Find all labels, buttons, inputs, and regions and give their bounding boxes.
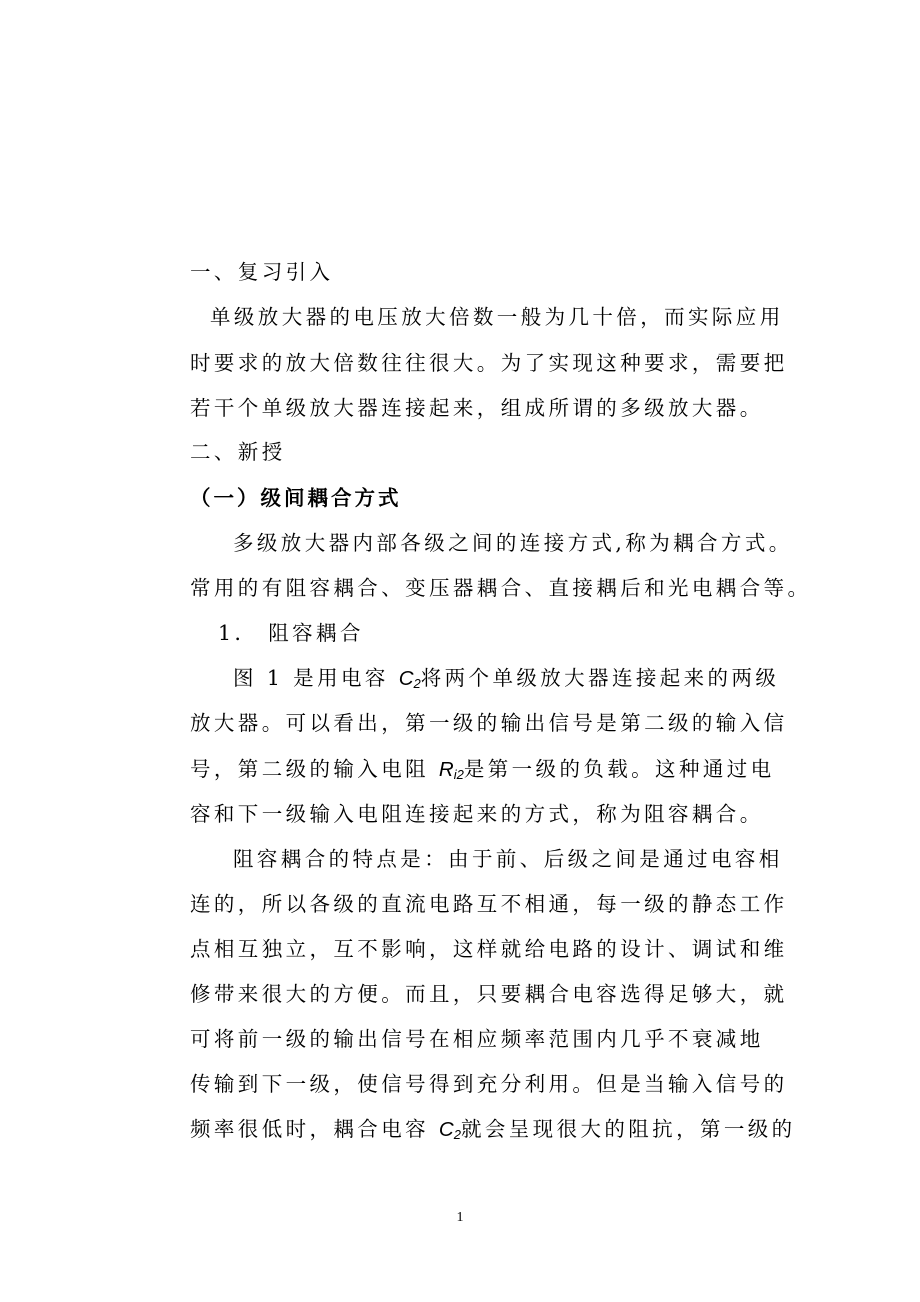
rc-text-b: 将两个单级放大器连接起来的两级	[420, 666, 780, 690]
rc-paragraph-line-4: 容和下一级输入电阻连接起来的方式，称为阻容耦合。	[190, 802, 764, 826]
capacitor-subscript: 2	[413, 676, 421, 691]
features-line-3: 点相互独立，互不影响，这样就给电路的设计、调试和维	[190, 937, 788, 961]
section-heading-review: 一、复习引入	[190, 260, 334, 284]
features-line-1: 阻容耦合的特点是：由于前、后级之间是通过电容相	[233, 847, 783, 871]
features-text-b: 就会呈现很大的阻抗，第一级的	[460, 1117, 796, 1141]
subsection-heading-coupling: （一）级间耦合方式	[190, 486, 402, 510]
features-line-6: 传输到下一级，使信号得到充分利用。但是当输入信号的	[190, 1072, 788, 1096]
section-heading-new: 二、新授	[190, 440, 286, 464]
coupling-line-2: 常用的有阻容耦合、变压器耦合、直接耦后和光电耦合等。	[190, 576, 812, 600]
page-number: 1	[456, 1210, 464, 1225]
features-line-7	[190, 1115, 796, 1149]
rc-paragraph-line-1	[233, 664, 779, 698]
coupling-line-1: 多级放大器内部各级之间的连接方式,称为耦合方式。	[233, 531, 793, 555]
rc-text-a: 图 1 是用电容	[233, 666, 399, 690]
item-heading-rc-coupling: 1． 阻容耦合	[218, 621, 364, 645]
rc-text-a: 号，第二级的输入电阻	[190, 757, 439, 781]
intro-line-2: 时要求的放大倍数往往很大。为了实现这种要求，需要把	[190, 351, 788, 375]
intro-line-1: 单级放大器的电压放大倍数一般为几十倍，而实际应用	[210, 305, 784, 329]
capacitor-subscript: 2	[453, 1127, 461, 1142]
resistance-subscript: i2	[453, 767, 464, 782]
resistance-symbol: R	[438, 758, 454, 781]
rc-paragraph-line-2: 放大器。可以看出，第一级的输出信号是第二级的输入信	[190, 711, 788, 735]
features-line-4: 修带来很大的方便。而且，只要耦合电容选得足够大，就	[190, 982, 788, 1006]
capacitor-symbol: C	[398, 667, 414, 690]
rc-paragraph-line-3	[190, 755, 775, 789]
rc-text-b: 是第一级的负载。这种通过电	[463, 757, 775, 781]
features-line-2: 连的，所以各级的直流电路互不相通，每一级的静态工作	[190, 892, 788, 916]
features-line-5: 可将前一级的输出信号在相应频率范围内几乎不衰减地	[190, 1027, 764, 1051]
capacitor-symbol: C	[438, 1118, 454, 1141]
features-text-a: 频率很低时，耦合电容	[190, 1117, 439, 1141]
intro-line-3: 若干个单级放大器连接起来，组成所谓的多级放大器。	[190, 396, 764, 420]
